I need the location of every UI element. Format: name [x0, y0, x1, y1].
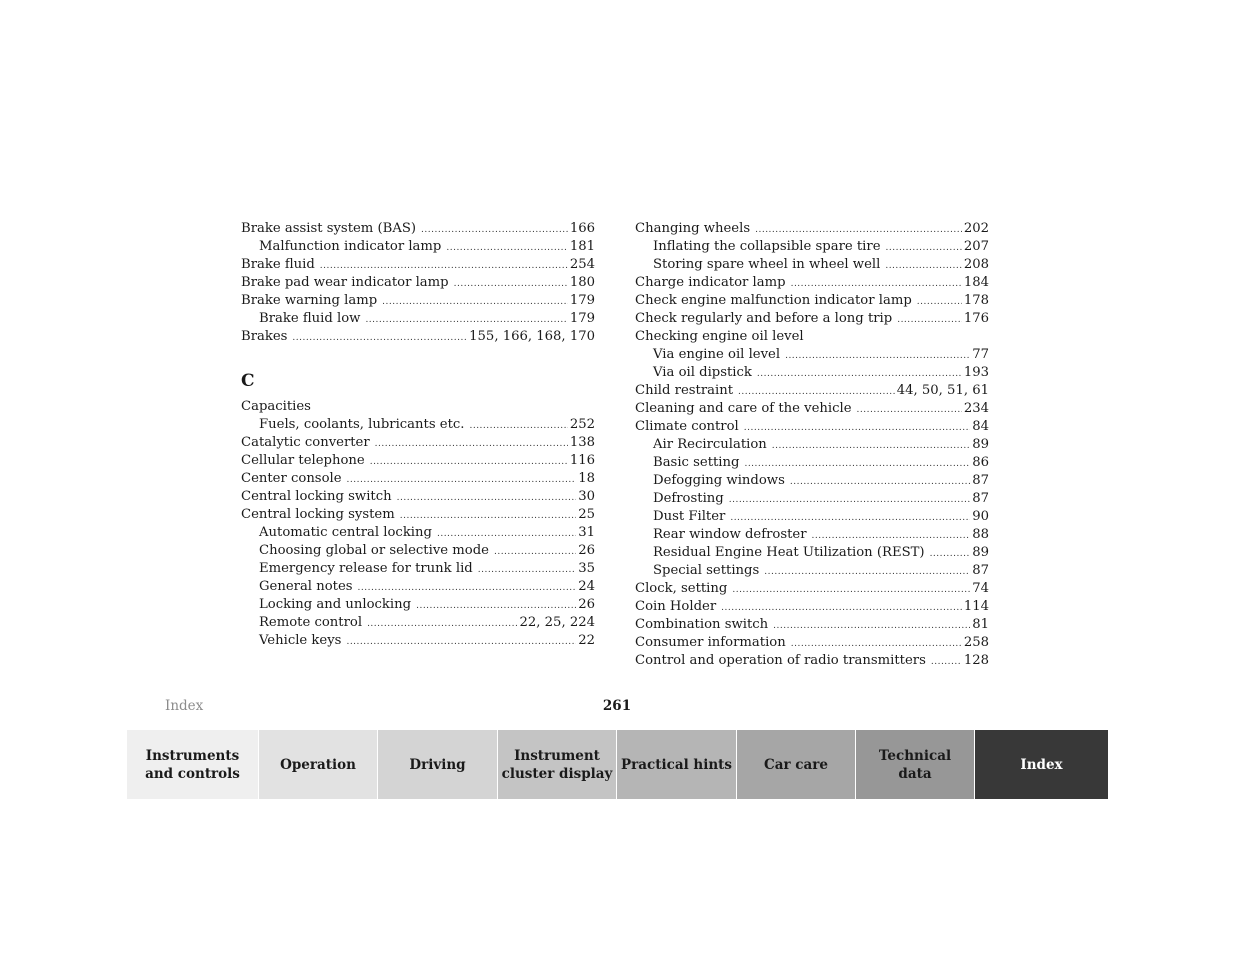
dot-leader: [886, 239, 962, 257]
index-page-ref[interactable]: 208: [963, 257, 989, 272]
index-page-ref[interactable]: 26: [578, 543, 595, 558]
index-term: Brake assist system (BAS): [241, 221, 417, 236]
tab-car-care[interactable]: Car care: [737, 730, 856, 799]
index-term: Center console: [241, 471, 342, 486]
index-term: Brake fluid: [241, 257, 315, 272]
index-page-ref[interactable]: 25: [578, 507, 595, 522]
index-term: Cleaning and care of the vehicle: [635, 401, 852, 416]
index-page-ref[interactable]: 26: [578, 597, 595, 612]
index-term: Coin Holder: [635, 599, 717, 614]
dot-leader: [320, 257, 568, 275]
index-subentry[interactable]: [635, 346, 989, 364]
index-entry[interactable]: [635, 292, 989, 310]
index-entry[interactable]: [635, 220, 989, 238]
dot-leader: [446, 239, 567, 257]
index-page-ref[interactable]: 180: [569, 275, 595, 290]
index-page-ref[interactable]: 178: [963, 293, 989, 308]
index-subentry[interactable]: [241, 596, 595, 614]
index-page-ref[interactable]: 138: [569, 435, 595, 450]
index-subentry[interactable]: [241, 310, 595, 328]
index-column-left: [241, 220, 595, 650]
dot-leader: [478, 561, 576, 579]
index-page-ref[interactable]: 202: [963, 221, 989, 236]
index-entry[interactable]: [635, 418, 989, 436]
index-page-ref[interactable]: 35: [578, 561, 595, 576]
index-entry[interactable]: [241, 274, 595, 292]
index-term: Choosing global or selective mode: [259, 543, 489, 558]
index-term: Basic setting: [653, 455, 740, 470]
index-subentry[interactable]: [635, 256, 989, 274]
index-page-ref[interactable]: 89: [972, 437, 989, 452]
index-page-ref[interactable]: 89: [972, 545, 989, 560]
tab-instrument-cluster-display[interactable]: Instrument cluster display: [498, 730, 617, 799]
index-entry[interactable]: [635, 382, 989, 400]
dot-leader: [416, 597, 576, 615]
index-page-ref[interactable]: 81: [972, 617, 989, 632]
tab-driving[interactable]: Driving: [378, 730, 498, 799]
index-page-ref[interactable]: 87: [972, 563, 989, 578]
index-term: Dust Filter: [653, 509, 726, 524]
index-page-ref[interactable]: 30: [578, 489, 595, 504]
index-entry[interactable]: [635, 652, 989, 670]
page-number: 261: [602, 698, 632, 714]
index-term: Cellular telephone: [241, 453, 365, 468]
dot-leader: [791, 275, 962, 293]
index-entry[interactable]: [635, 310, 989, 328]
dot-leader: [397, 489, 577, 507]
dot-leader: [885, 257, 962, 275]
index-term: Emergency release for trunk lid: [259, 561, 473, 576]
index-term: Capacities: [241, 399, 311, 414]
dot-leader: [365, 311, 567, 329]
tab-index[interactable]: Index: [975, 730, 1108, 799]
index-page-ref[interactable]: 254: [569, 257, 595, 272]
dot-leader: [785, 347, 970, 365]
index-subentry[interactable]: [241, 542, 595, 560]
index-page-ref[interactable]: 88: [972, 527, 989, 542]
index-page-ref[interactable]: 90: [972, 509, 989, 524]
dot-leader: [292, 329, 467, 347]
index-entry[interactable]: [241, 506, 595, 524]
dot-leader: [370, 453, 568, 471]
dot-leader: [772, 437, 970, 455]
index-page-ref[interactable]: 128: [963, 653, 989, 668]
index-entry[interactable]: [241, 488, 595, 506]
dot-leader: [744, 419, 970, 437]
index-entry[interactable]: [241, 452, 595, 470]
dot-leader: [857, 401, 962, 419]
index-term: Brake warning lamp: [241, 293, 378, 308]
dot-leader: [494, 543, 576, 561]
index-term: Automatic central locking: [259, 525, 432, 540]
index-term: Changing wheels: [635, 221, 751, 236]
tab-practical-hints[interactable]: Practical hints: [617, 730, 737, 799]
dot-leader: [454, 275, 568, 293]
index-subentry[interactable]: [241, 524, 595, 542]
index-page-ref[interactable]: 252: [569, 417, 595, 432]
index-term: Check regularly and before a long trip: [635, 311, 893, 326]
index-term: Via engine oil level: [653, 347, 781, 362]
index-subentry[interactable]: [241, 238, 595, 256]
index-term: Brakes: [241, 329, 288, 344]
dot-leader: [382, 293, 568, 311]
dot-leader: [400, 507, 576, 525]
dot-leader: [347, 471, 577, 489]
index-page-ref[interactable]: 166: [569, 221, 595, 236]
index-term: Climate control: [635, 419, 739, 434]
index-subentry[interactable]: [635, 364, 989, 382]
dot-leader: [346, 633, 576, 651]
dot-leader: [421, 221, 568, 239]
dot-leader: [469, 417, 567, 435]
dot-leader: [790, 473, 970, 491]
index-list-b: [241, 220, 595, 346]
dot-leader: [437, 525, 576, 543]
index-term: Via oil dipstick: [653, 365, 752, 380]
index-term: Brake pad wear indicator lamp: [241, 275, 449, 290]
footer-section-label: Index: [165, 698, 204, 714]
dot-leader: [732, 581, 970, 599]
tab-technical-data[interactable]: Technical data: [856, 730, 975, 799]
index-entry[interactable]: [635, 616, 989, 634]
index-term: Inflating the collapsible spare tire: [653, 239, 881, 254]
index-page-ref[interactable]: 31: [578, 525, 595, 540]
index-subentry[interactable]: [241, 578, 595, 596]
dot-leader: [721, 599, 962, 617]
index-term: Central locking switch: [241, 489, 392, 504]
index-subentry[interactable]: [635, 472, 989, 490]
index-page-ref[interactable]: 22, 25, 224: [519, 615, 595, 630]
chapter-tab-bar: [127, 730, 1108, 799]
index-page-ref[interactable]: 86: [972, 455, 989, 470]
dot-leader: [744, 455, 970, 473]
index-term: Air Recirculation: [653, 437, 767, 452]
index-term: Catalytic converter: [241, 435, 370, 450]
index-entry[interactable]: [241, 434, 595, 452]
index-term: Remote control: [259, 615, 363, 630]
index-page-ref[interactable]: 74: [972, 581, 989, 596]
tab-instruments-and-controls[interactable]: Instruments and controls: [127, 730, 259, 799]
dot-leader: [757, 365, 962, 383]
index-subentry[interactable]: [241, 416, 595, 434]
index-term: Locking and unlocking: [259, 597, 412, 612]
index-term: Rear window defroster: [653, 527, 807, 542]
index-term: Charge indicator lamp: [635, 275, 786, 290]
index-subentry[interactable]: [635, 562, 989, 580]
index-entry[interactable]: [241, 256, 595, 274]
index-term: Special settings: [653, 563, 760, 578]
dot-leader: [897, 311, 962, 329]
index-term: Child restraint: [635, 383, 734, 398]
index-page-ref[interactable]: 181: [569, 239, 595, 254]
index-term: Brake fluid low: [259, 311, 361, 326]
index-entry[interactable]: [635, 598, 989, 616]
dot-leader: [773, 617, 970, 635]
index-page-ref[interactable]: 116: [569, 453, 595, 468]
dot-leader: [812, 527, 971, 545]
index-page-ref[interactable]: 77: [972, 347, 989, 362]
index-term: Storing spare wheel in wheel well: [653, 257, 881, 272]
index-subentry[interactable]: [635, 454, 989, 472]
dot-leader: [738, 383, 895, 401]
index-page-ref[interactable]: 179: [569, 311, 595, 326]
index-entry[interactable]: [241, 328, 595, 346]
index-term: Central locking system: [241, 507, 395, 522]
index-term: General notes: [259, 579, 353, 594]
index-term: Vehicle keys: [259, 633, 342, 648]
index-page-ref[interactable]: 24: [578, 579, 595, 594]
index-page-ref[interactable]: 176: [963, 311, 989, 326]
index-term: Residual Engine Heat Utilization (REST): [653, 545, 925, 560]
index-entry[interactable]: [635, 580, 989, 598]
index-page-ref[interactable]: 22: [578, 633, 595, 648]
index-page-ref[interactable]: 193: [963, 365, 989, 380]
index-column-right: [635, 220, 989, 670]
index-page-ref[interactable]: 114: [963, 599, 989, 614]
index-term: Fuels, coolants, lubricants etc.: [259, 417, 465, 432]
index-subentry[interactable]: [635, 238, 989, 256]
index-entry[interactable]: [635, 634, 989, 652]
index-page-ref[interactable]: 87: [972, 473, 989, 488]
dot-leader: [764, 563, 970, 581]
index-entry[interactable]: [241, 220, 595, 238]
tab-operation[interactable]: Operation: [259, 730, 378, 799]
index-term: Control and operation of radio transmitters: [635, 653, 926, 668]
index-term: Defogging windows: [653, 473, 785, 488]
index-term: Clock, setting: [635, 581, 728, 596]
index-page-ref[interactable]: 84: [972, 419, 989, 434]
dot-leader: [930, 545, 971, 563]
index-term: Defrosting: [653, 491, 724, 506]
index-page-ref[interactable]: 207: [963, 239, 989, 254]
index-term: Checking engine oil level: [635, 329, 804, 344]
index-entry[interactable]: [241, 292, 595, 310]
index-subentry[interactable]: [635, 490, 989, 508]
index-subentry[interactable]: [241, 632, 595, 650]
dot-leader: [755, 221, 962, 239]
dot-leader: [729, 491, 970, 509]
dot-leader: [358, 579, 577, 597]
index-term: Consumer information: [635, 635, 786, 650]
index-term: Combination switch: [635, 617, 769, 632]
index-subentry[interactable]: [241, 560, 595, 578]
index-entry[interactable]: [635, 328, 989, 346]
index-entry[interactable]: [241, 398, 595, 416]
index-page-ref[interactable]: 258: [963, 635, 989, 650]
index-entry[interactable]: [241, 470, 595, 488]
index-entry[interactable]: [635, 400, 989, 418]
index-page-ref[interactable]: 184: [963, 275, 989, 290]
index-subentry[interactable]: [635, 436, 989, 454]
index-page-ref[interactable]: 155, 166, 168, 170: [469, 329, 595, 344]
index-page-ref[interactable]: 87: [972, 491, 989, 506]
dot-leader: [375, 435, 568, 453]
index-list-right: [635, 220, 989, 670]
index-term: Malfunction indicator lamp: [259, 239, 442, 254]
index-subentry[interactable]: [635, 508, 989, 526]
index-page-ref[interactable]: 44, 50, 51, 61: [896, 383, 989, 398]
index-page-ref[interactable]: 179: [569, 293, 595, 308]
index-list-c: [241, 398, 595, 650]
index-entry[interactable]: [635, 274, 989, 292]
index-term: Check engine malfunction indicator lamp: [635, 293, 912, 308]
index-subentry[interactable]: [635, 526, 989, 544]
section-letter-heading: C: [241, 371, 255, 391]
index-page-ref[interactable]: 234: [963, 401, 989, 416]
dot-leader: [917, 293, 962, 311]
dot-leader: [367, 615, 517, 633]
index-subentry[interactable]: [241, 614, 595, 632]
dot-leader: [791, 635, 962, 653]
index-page-ref[interactable]: 18: [578, 471, 595, 486]
dot-leader: [730, 509, 970, 527]
index-subentry[interactable]: [635, 544, 989, 562]
dot-leader: [931, 653, 962, 671]
